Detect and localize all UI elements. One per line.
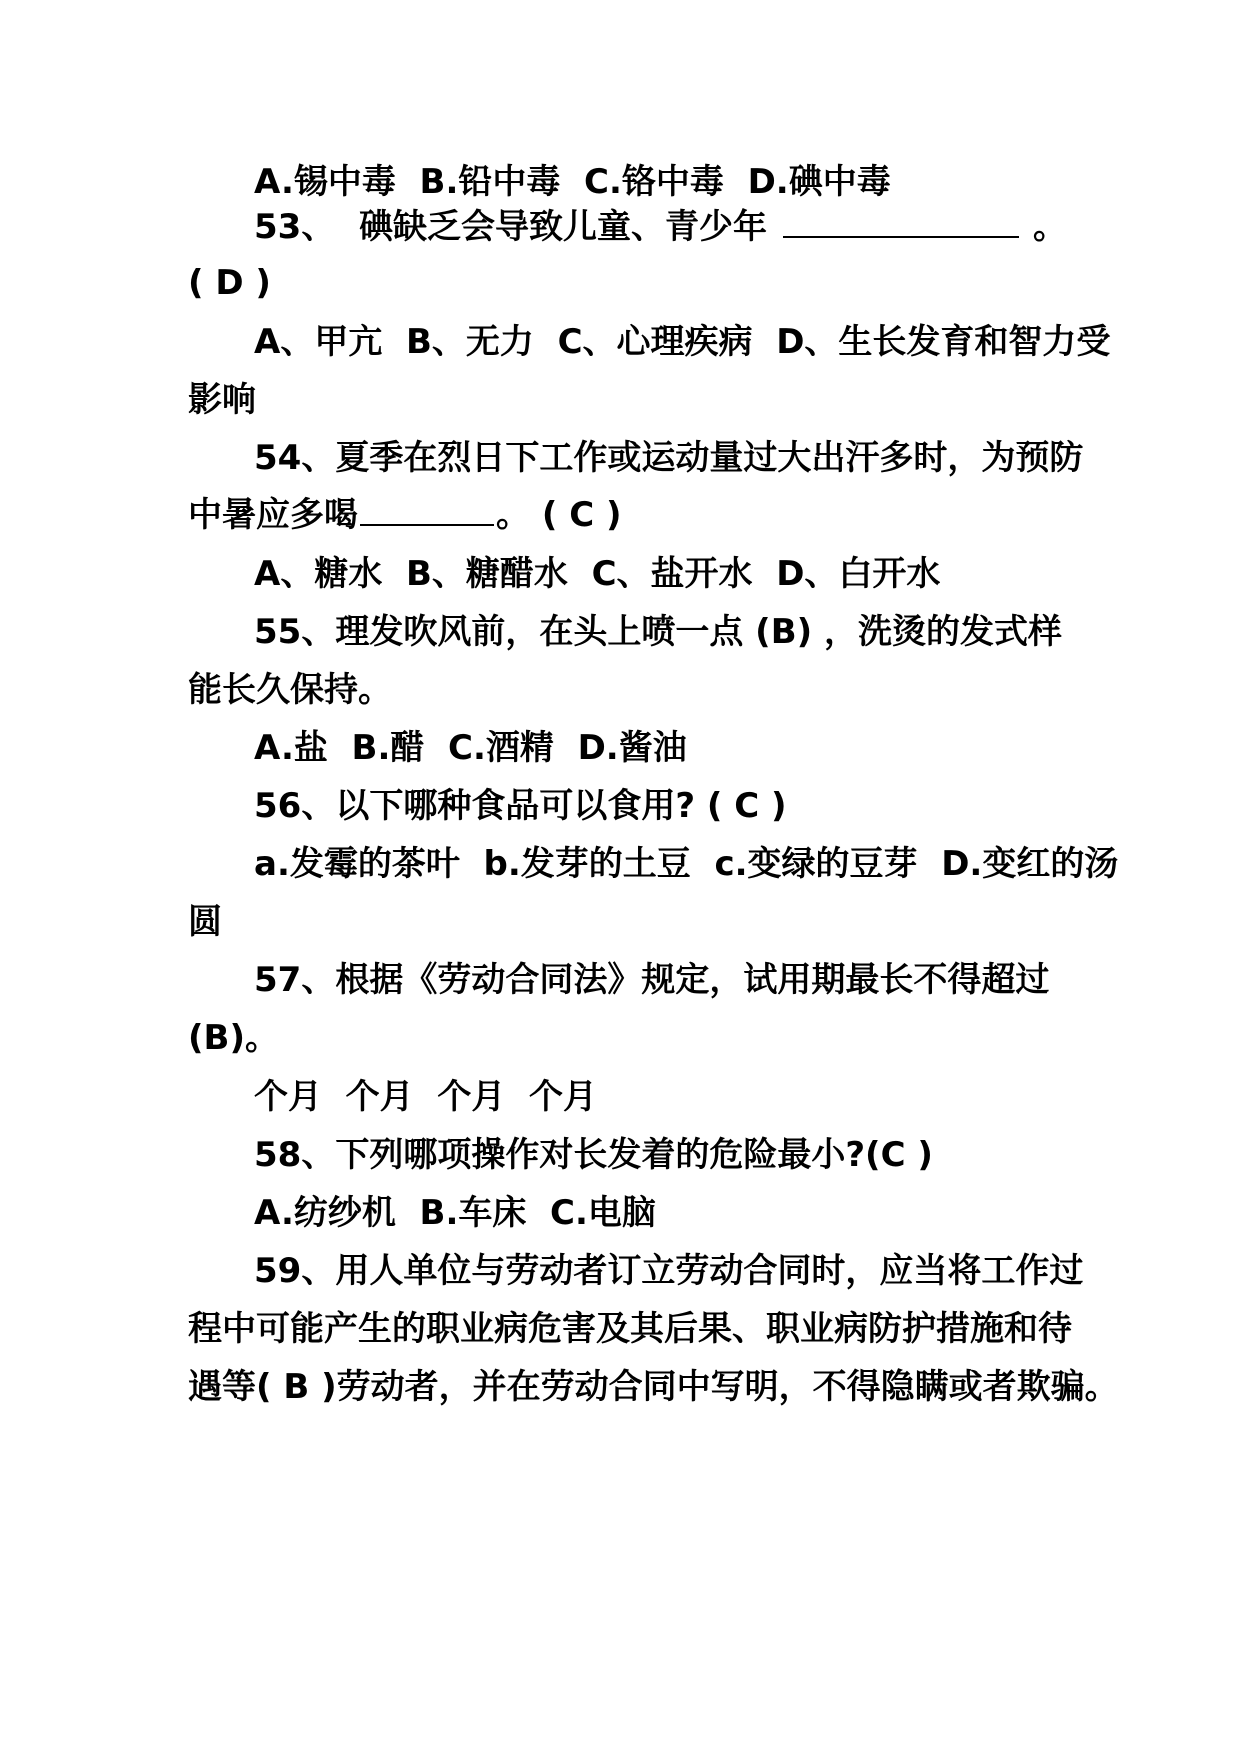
q57-question-cont: (B)。 xyxy=(188,1018,279,1058)
q53-period: 。 xyxy=(1033,207,1067,247)
blank-underline xyxy=(360,494,494,526)
q59-question: 59、用人单位与劳动者订立劳动合同时，应当将工作过 xyxy=(254,1251,1084,1291)
q54-question: 54、夏季在烈日下工作或运动量过大出汗多时，为预防 xyxy=(254,438,1084,478)
q59-question-end: 遇等( B )劳动者，并在劳动合同中写明，不得隐瞒或者欺骗。 xyxy=(188,1367,1119,1407)
q53-options-cont: 影响 xyxy=(188,380,256,420)
q55-question-cont: 能长久保持。 xyxy=(188,670,392,710)
blank-underline xyxy=(783,206,1019,238)
q54-text: 中暑应多喝 xyxy=(188,495,358,535)
q53-question xyxy=(254,203,1134,251)
q53-text: 53、 碘缺乏会导致儿童、青少年 xyxy=(254,207,767,247)
q55-options: A.盐 B.醋 C.酒精 D.酱油 xyxy=(254,728,687,768)
q58-options: A.纺纱机 B.车床 C.电脑 xyxy=(254,1193,656,1233)
q56-options-cont: 圆 xyxy=(188,902,222,942)
q52-options: A.锡中毒 B.铅中毒 C.铬中毒 D.碘中毒 xyxy=(254,162,891,202)
q59-question-cont: 程中可能产生的职业病危害及其后果、职业病防护措施和待 xyxy=(188,1309,1072,1349)
q56-question: 56、以下哪种食品可以食用? ( C ) xyxy=(254,786,787,826)
q54-question-cont xyxy=(188,491,1068,539)
q54-answer: 。 ( C ) xyxy=(496,495,622,535)
q53-options: A、甲亢 B、无力 C、心理疾病 D、生长发育和智力受 xyxy=(254,322,1111,362)
q55-question: 55、理发吹风前，在头上喷一点 (B) ，洗烫的发式样 xyxy=(254,612,1062,652)
q58-question: 58、下列哪项操作对长发着的危险最小?(C ) xyxy=(254,1135,933,1175)
q56-options: a.发霉的茶叶 b.发芽的土豆 c.变绿的豆芽 D.变红的汤 xyxy=(254,844,1119,884)
q53-answer: ( D ) xyxy=(188,263,271,303)
q57-options: 个月 个月 个月 个月 xyxy=(254,1077,598,1117)
q57-question: 57、根据《劳动合同法》规定，试用期最长不得超过 xyxy=(254,960,1050,1000)
q54-options: A、糖水 B、糖醋水 C、盐开水 D、白开水 xyxy=(254,554,941,594)
